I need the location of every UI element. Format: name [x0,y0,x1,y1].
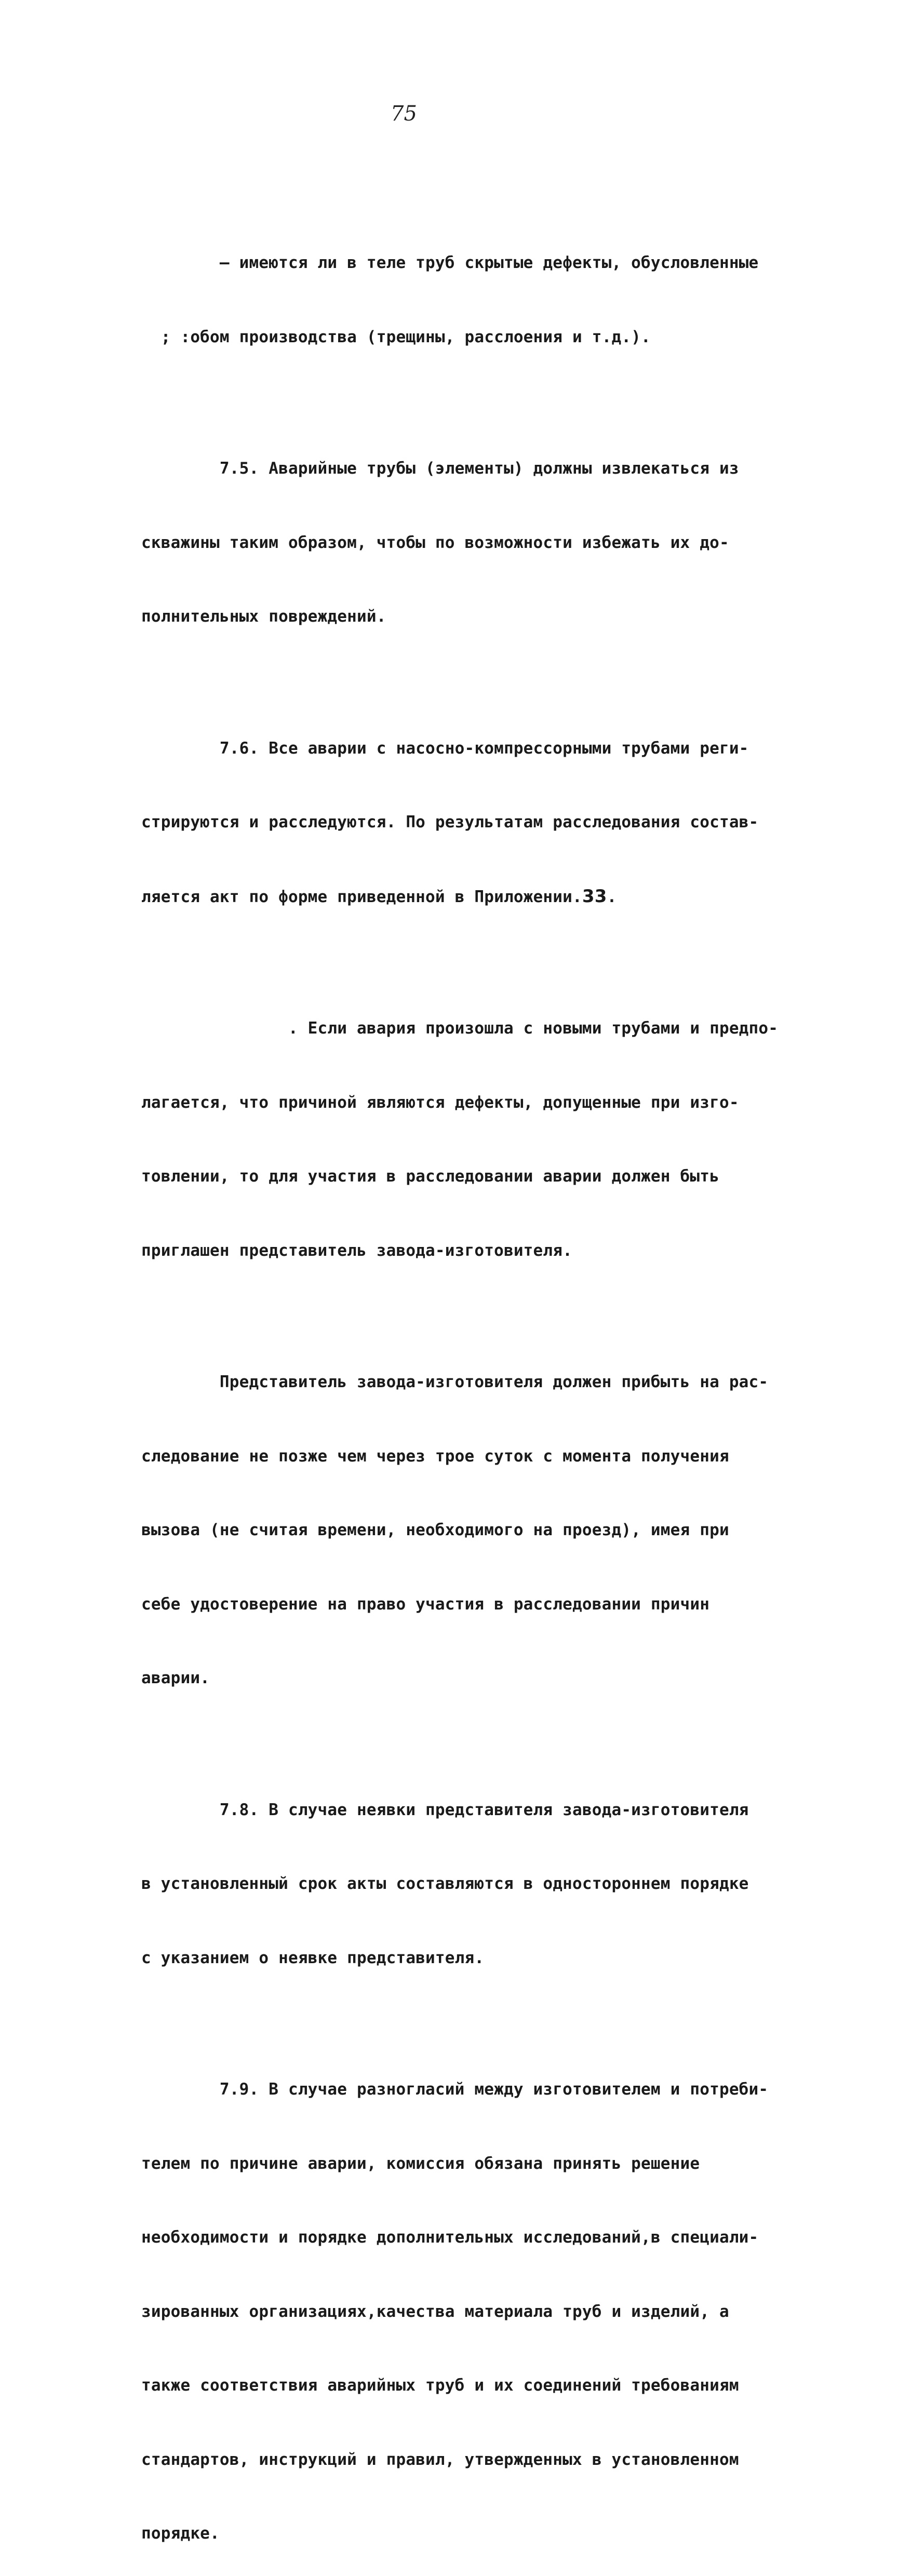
text-line: порядке. [141,2524,220,2543]
document-body [141,202,780,2576]
text-line: 7.6. Все аварии с насосно-компрессорными трубами реги- [141,739,749,758]
paragraph-representative [141,1321,780,1740]
text-line: в установленный срок акты составляются в одностороннем порядке [141,1874,749,1893]
text-line: полнительных повреждений. [141,607,386,626]
text-line: с указанием о неявке представителя. [141,1948,485,1967]
text-line: скважины таким образом, чтобы по возможности избежать их до- [141,533,729,552]
text-line: ; :обом производства (трещины, расслоения и т.д.). [141,327,651,346]
text-line: вызова (не считая времени, необходимого на проезд), имея при [141,1521,729,1539]
text-line: следование не позже чем через трое суток с момента получения [141,1446,729,1466]
text-line: необходимости и порядке дополнительных исследований,в специали- [141,2228,759,2247]
paragraph-7-5 [141,407,780,679]
text-line: аварии. [141,1669,210,1687]
text-line: товлении, то для участия в расследовании аварии должен быть [141,1167,719,1186]
text-line: стандартов, инструкций и правил, утвержденных в установленном [141,2450,739,2469]
text-line: зированных организациях,качества материала труб и изделий, а [141,2302,729,2321]
text-line: . Если авария произошла с новыми трубами и предпо- [141,1019,779,1038]
text-line: 7.9. В случае разногласий между изготовителем и потреби- [141,2080,769,2099]
trailing-period: . [607,887,617,906]
text-line: – имеются ли в теле труб скрытые дефекты, обусловленные [141,253,759,272]
text-line: 7.5. Аварийные трубы (элементы) должны извлекаться из [141,459,739,478]
page-number: 75 [391,102,417,126]
text-fragment: ляется акт по форме приведенной в Приложении. [141,887,582,906]
paragraph-7-8 [141,1749,780,2020]
text-line: себе удостоверение на право участия в расследовании причин [141,1594,710,1614]
text-line: 7.8. В случае неявки представителя завода-изготовителя [141,1800,749,1819]
appendix-reference: 33 [582,886,607,907]
text-line: Представитель завода-изготовителя должен прибыть на рас- [141,1373,769,1391]
text-line: стрируются и расследуются. По результатам расследования состав- [141,813,759,831]
paragraph-defects-item [141,202,780,399]
paragraph-7-7 [141,967,780,1312]
text-line: лагается, что причиной являются дефекты, допущенные при изго- [141,1093,739,1112]
paragraph-7-9 [141,2028,780,2576]
text-line [141,884,780,910]
text-line: приглашен представитель завода-изготовителя. [141,1241,572,1260]
paragraph-7-6 [141,687,780,959]
text-line: также соответствия аварийных труб и их соединений требованиям [141,2376,739,2395]
text-line: телем по причине аварии, комиссия обязана принять решение [141,2154,700,2173]
